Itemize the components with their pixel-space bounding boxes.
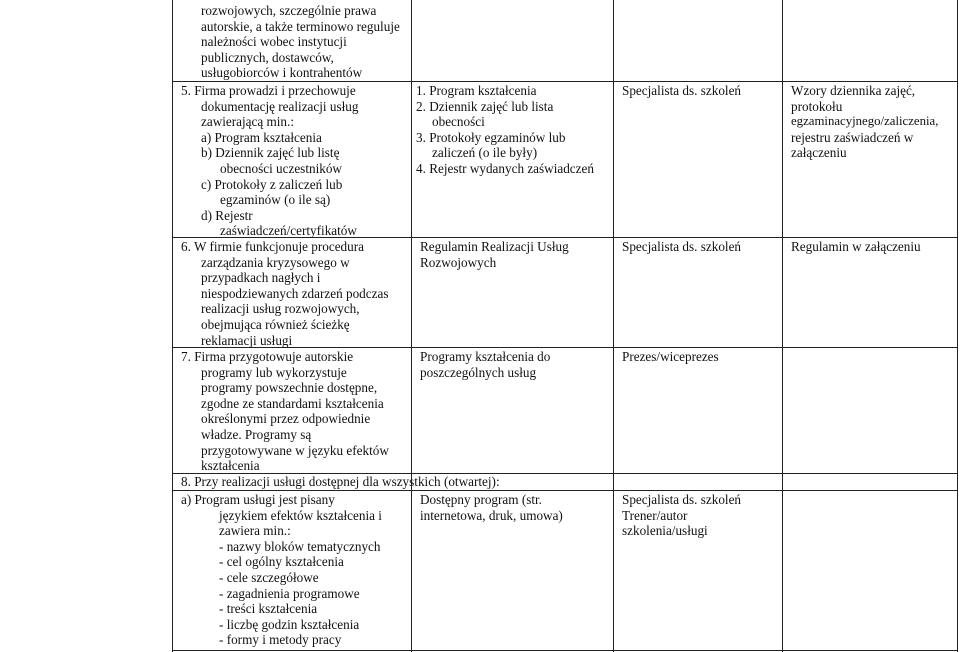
table-row-divider — [172, 490, 958, 491]
text-line: programy powszechnie dostępne, — [201, 380, 378, 396]
text-line: Regulamin Realizacji Usług — [420, 239, 569, 254]
text-line: Specjalista ds. szkoleń — [622, 239, 742, 254]
text-line: załączeniu — [791, 145, 847, 161]
row-7-responsible — [622, 349, 719, 365]
text-line: przypadkach nagłych i — [201, 270, 321, 286]
row-5-evidence — [416, 83, 594, 177]
text-line: realizacji usług rozwojowych, — [201, 301, 360, 317]
text-line: 5. Firma prowadzi i przechowuje — [181, 83, 356, 98]
row-5-requirement — [181, 83, 358, 239]
text-line: szkolenia/usługi — [622, 523, 708, 539]
text-line: - cele szczegółowe — [219, 569, 319, 585]
text-line: programy lub wykorzystuje — [201, 364, 347, 380]
text-line: rozwojowych, szczególnie prawa — [201, 3, 377, 18]
text-line: 2. Dziennik zajęć lub lista — [416, 98, 554, 114]
row-6-requirement — [181, 239, 388, 348]
text-line: 1. Program kształcenia — [416, 83, 537, 98]
text-line: Specjalista ds. szkoleń — [622, 83, 742, 98]
text-line: Dostępny program (str. — [420, 492, 542, 507]
text-line: 6. W firmie funkcjonuje procedura — [181, 239, 364, 254]
text-line: zawiera min.: — [219, 523, 291, 539]
text-line: zaliczeń (o ile były) — [432, 145, 538, 161]
text-line: d) Rejestr — [201, 207, 253, 223]
text-line: poszczególnych usług — [420, 364, 537, 380]
text-line: 4. Rejestr wydanych zaświadczeń — [416, 160, 594, 176]
text-line: - formy i metody pracy — [219, 632, 342, 648]
row-6-evidence — [420, 239, 569, 270]
text-line: 7. Firma przygotowuje autorskie — [181, 349, 354, 364]
text-line: publicznych, dostawców, — [201, 49, 334, 65]
text-line: rejestru zaświadczeń w — [791, 129, 914, 145]
text-line: protokołu — [791, 98, 843, 114]
text-line: autorskie, a także terminowo reguluje — [201, 18, 400, 34]
row-8-evidence — [420, 492, 563, 523]
text-line: - treści kształcenia — [219, 601, 318, 617]
row-7-evidence — [420, 349, 550, 380]
text-line: zaświadczeń/certyfikatów — [220, 223, 357, 239]
text-line: - nazwy bloków tematycznych — [219, 538, 381, 554]
table-row-divider — [172, 81, 958, 82]
text-line: b) Dziennik zajęć lub listę — [201, 145, 340, 161]
text-line: internetowa, druk, umowa) — [420, 507, 563, 523]
text-line: niespodziewanych zdarzeń podczas — [201, 285, 389, 301]
text-line: dokumentację realizacji usług — [201, 98, 359, 114]
text-line: władze. Programy są — [201, 426, 312, 442]
text-line: a) Program kształcenia — [201, 129, 322, 145]
text-line: 3. Protokoły egzaminów lub — [416, 129, 566, 145]
text-line: zawierającą min.: — [201, 114, 294, 130]
text-line: a) Program usługi jest pisany — [181, 492, 335, 507]
table-border-bottom — [172, 650, 958, 651]
row-8-requirement — [181, 492, 382, 648]
text-line: - liczbę godzin kształcenia — [219, 616, 360, 632]
text-line: obecności uczestników — [220, 160, 342, 176]
row-6-notes — [791, 239, 921, 255]
row-7-requirement — [181, 349, 389, 474]
table-border-left — [172, 0, 173, 652]
text-line: przygotowywane w języku efektów — [201, 442, 389, 458]
text-line: należności wobec instytucji — [201, 34, 347, 50]
text-line: językiem efektów kształcenia i — [219, 507, 382, 523]
table-column-divider — [411, 0, 412, 652]
text-line: Specjalista ds. szkoleń — [622, 492, 742, 507]
text-line: kształcenia — [201, 458, 260, 474]
text-line: zgodne ze standardami kształcenia — [201, 395, 384, 411]
text-line: obejmująca również ścieżkę — [201, 316, 350, 332]
row-4-requirement — [201, 3, 400, 81]
text-line: Rozwojowych — [420, 254, 497, 270]
row-8-responsible — [622, 492, 741, 539]
text-line: Wzory dziennika zajęć, — [791, 83, 916, 98]
table-column-divider — [613, 0, 614, 652]
row-5-responsible — [622, 83, 741, 99]
row-5-notes — [791, 83, 938, 161]
text-line: Programy kształcenia do — [420, 349, 551, 364]
text-line: - cel ogólny kształcenia — [219, 554, 344, 570]
text-line: określonymi przez odpowiednie — [201, 411, 371, 427]
text-line: reklamacji usługi — [201, 332, 293, 348]
text-line: Trener/autor — [622, 507, 688, 523]
table-column-divider — [782, 0, 783, 652]
row-8-header — [181, 474, 500, 490]
text-line: egzaminacyjnego/zaliczenia, — [791, 114, 939, 129]
text-line: egzaminów (o ile są) — [220, 192, 331, 208]
text-line: Regulamin w załączeniu — [791, 239, 921, 254]
text-line: usługobiorców i kontrahentów — [201, 65, 363, 81]
text-line: - zagadnienia programowe — [219, 585, 360, 601]
row-6-responsible — [622, 239, 741, 255]
text-line: zarządzania kryzysowego w — [201, 254, 350, 270]
text-line: 8. Przy realizacji usługi dostępnej dla wszystkich (otwartej): — [181, 474, 500, 489]
text-line: Prezes/wiceprezes — [622, 349, 719, 364]
text-line: c) Protokoły z zaliczeń lub — [201, 176, 343, 192]
text-line: obecności — [432, 114, 485, 130]
table-border-right — [957, 0, 958, 652]
